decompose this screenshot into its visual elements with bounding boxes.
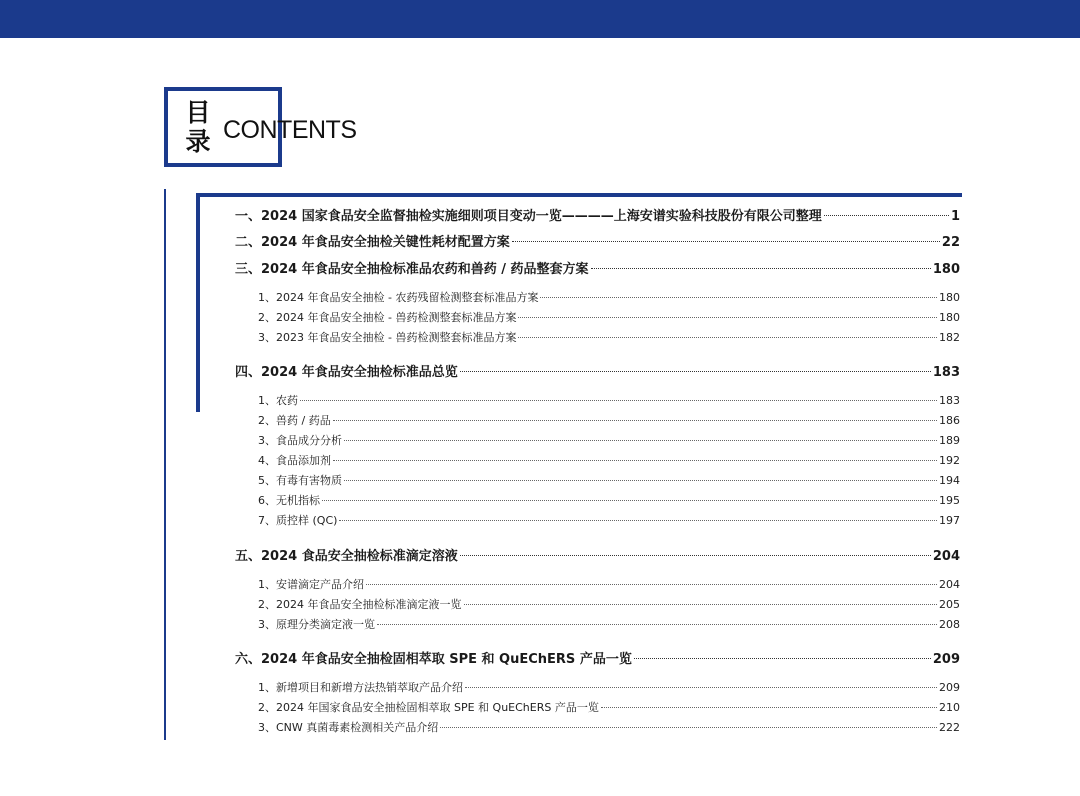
toc-entry-page: 210 <box>939 701 960 714</box>
top-banner <box>0 0 1080 38</box>
toc-entry-title: 2、2024 年国家食品安全抽检固相萃取 SPE 和 QuEChERS 产品一览 <box>258 701 599 714</box>
title-cn-char-1: 目 <box>185 98 211 127</box>
toc-entry-title: 二、2024 年食品安全抽检关键性耗材配置方案 <box>235 235 510 250</box>
page-title-en: CONTENTS <box>223 116 357 144</box>
toc-subentry[interactable] <box>258 412 960 430</box>
toc-entry-page: 197 <box>939 514 960 527</box>
toc-entry-page: 209 <box>932 652 960 667</box>
leader-dots <box>518 337 937 338</box>
toc-entry-title: 1、2024 年食品安全抽检 - 农药残留检测整套标准品方案 <box>258 291 539 304</box>
page-title-cn <box>182 98 214 156</box>
toc-entry-5[interactable] <box>235 547 960 567</box>
toc-entry-1[interactable] <box>235 207 960 227</box>
toc-entry-page: 205 <box>939 598 960 611</box>
toc-entry-title: 1、农药 <box>258 394 298 407</box>
toc-entry-title: 5、有毒有害物质 <box>258 474 342 487</box>
toc-entry-page: 1 <box>950 209 960 224</box>
toc-entry-title: 3、CNW 真菌毒素检测相关产品介绍 <box>258 721 439 734</box>
leader-dots <box>464 604 938 605</box>
toc-subentry[interactable] <box>258 596 960 614</box>
leader-dots <box>366 584 937 585</box>
toc-entry-title: 一、2024 国家食品安全监督抽检实施细则项目变动一览————上海安谱实验科技股份有限公司整理 <box>235 209 822 224</box>
toc-entry-4[interactable] <box>235 363 960 383</box>
leader-dots <box>512 241 940 242</box>
toc-subentry[interactable] <box>258 492 960 510</box>
toc-subentry[interactable] <box>258 309 960 327</box>
toc-entry-page: 204 <box>939 578 960 591</box>
toc-entry-page: 183 <box>932 365 960 380</box>
toc-entry-page: 208 <box>939 618 960 631</box>
toc-entry-page: 180 <box>939 291 960 304</box>
toc-entry-title: 3、食品成分分析 <box>258 434 342 447</box>
toc-entry-page: 222 <box>939 721 960 734</box>
toc-subentry[interactable] <box>258 576 960 594</box>
toc-entry-page: 180 <box>932 262 960 277</box>
toc-entry-page: 22 <box>941 235 960 250</box>
toc-entry-3[interactable] <box>235 260 960 280</box>
toc-subentry[interactable] <box>258 472 960 490</box>
leader-dots <box>824 215 949 216</box>
toc-entry-title: 1、新增项目和新增方法热销萃取产品介绍 <box>258 681 463 694</box>
decor-line-horizontal <box>196 193 962 197</box>
leader-dots <box>591 268 931 269</box>
toc-subentry[interactable] <box>258 616 960 634</box>
leader-dots <box>322 500 937 501</box>
toc-entry-title: 1、安谱滴定产品介绍 <box>258 578 364 591</box>
toc-subentry[interactable] <box>258 679 960 697</box>
decor-line-vertical-inner <box>196 193 200 412</box>
toc-entry-page: 192 <box>939 454 960 467</box>
toc-entry-page: 209 <box>939 681 960 694</box>
leader-dots <box>344 440 937 441</box>
toc-subentry[interactable] <box>258 699 960 717</box>
leader-dots <box>460 371 931 372</box>
toc-entry-title: 3、原理分类滴定液一览 <box>258 618 375 631</box>
toc-entry-title: 7、质控样 (QC) <box>258 514 338 527</box>
leader-dots <box>601 707 937 708</box>
toc-subentry[interactable] <box>258 512 960 530</box>
title-cn-char-2: 录 <box>185 127 211 156</box>
leader-dots <box>460 555 931 556</box>
leader-dots <box>344 480 937 481</box>
toc-entry-title: 五、2024 食品安全抽检标准滴定溶液 <box>235 549 458 564</box>
toc-subentry[interactable] <box>258 289 960 307</box>
toc-subentry[interactable] <box>258 329 960 347</box>
leader-dots <box>540 297 937 298</box>
toc-entry-title: 3、2023 年食品安全抽检 - 兽药检测整套标准品方案 <box>258 331 517 344</box>
leader-dots <box>440 727 937 728</box>
toc-entry-title: 四、2024 年食品安全抽检标准品总览 <box>235 365 458 380</box>
leader-dots <box>465 687 937 688</box>
toc-entry-page: 204 <box>932 549 960 564</box>
toc-entry-page: 189 <box>939 434 960 447</box>
toc-entry-title: 2、2024 年食品安全抽检 - 兽药检测整套标准品方案 <box>258 311 517 324</box>
leader-dots <box>339 520 937 521</box>
leader-dots <box>377 624 937 625</box>
decor-line-vertical-left <box>164 189 166 740</box>
toc-entry-title: 六、2024 年食品安全抽检固相萃取 SPE 和 QuEChERS 产品一览 <box>235 652 632 667</box>
toc-entry-page: 180 <box>939 311 960 324</box>
leader-dots <box>333 460 937 461</box>
leader-dots <box>518 317 937 318</box>
toc-entry-page: 186 <box>939 414 960 427</box>
toc-entry-page: 194 <box>939 474 960 487</box>
toc-entry-6[interactable] <box>235 650 960 670</box>
toc-subentry[interactable] <box>258 432 960 450</box>
leader-dots <box>333 420 937 421</box>
toc-subentry[interactable] <box>258 392 960 410</box>
toc-entry-title: 6、无机指标 <box>258 494 320 507</box>
leader-dots <box>634 658 931 659</box>
toc-entry-title: 三、2024 年食品安全抽检标准品农药和兽药 / 药品整套方案 <box>235 262 589 277</box>
toc-entry-page: 183 <box>939 394 960 407</box>
leader-dots <box>300 400 937 401</box>
toc-entry-title: 4、食品添加剂 <box>258 454 331 467</box>
toc-subentry[interactable] <box>258 452 960 470</box>
toc-entry-2[interactable] <box>235 233 960 253</box>
toc-subentry[interactable] <box>258 719 960 737</box>
toc-entry-title: 2、2024 年食品安全抽检标准滴定液一览 <box>258 598 462 611</box>
toc-entry-page: 182 <box>939 331 960 344</box>
toc-entry-title: 2、兽药 / 药品 <box>258 414 331 427</box>
toc-entry-page: 195 <box>939 494 960 507</box>
